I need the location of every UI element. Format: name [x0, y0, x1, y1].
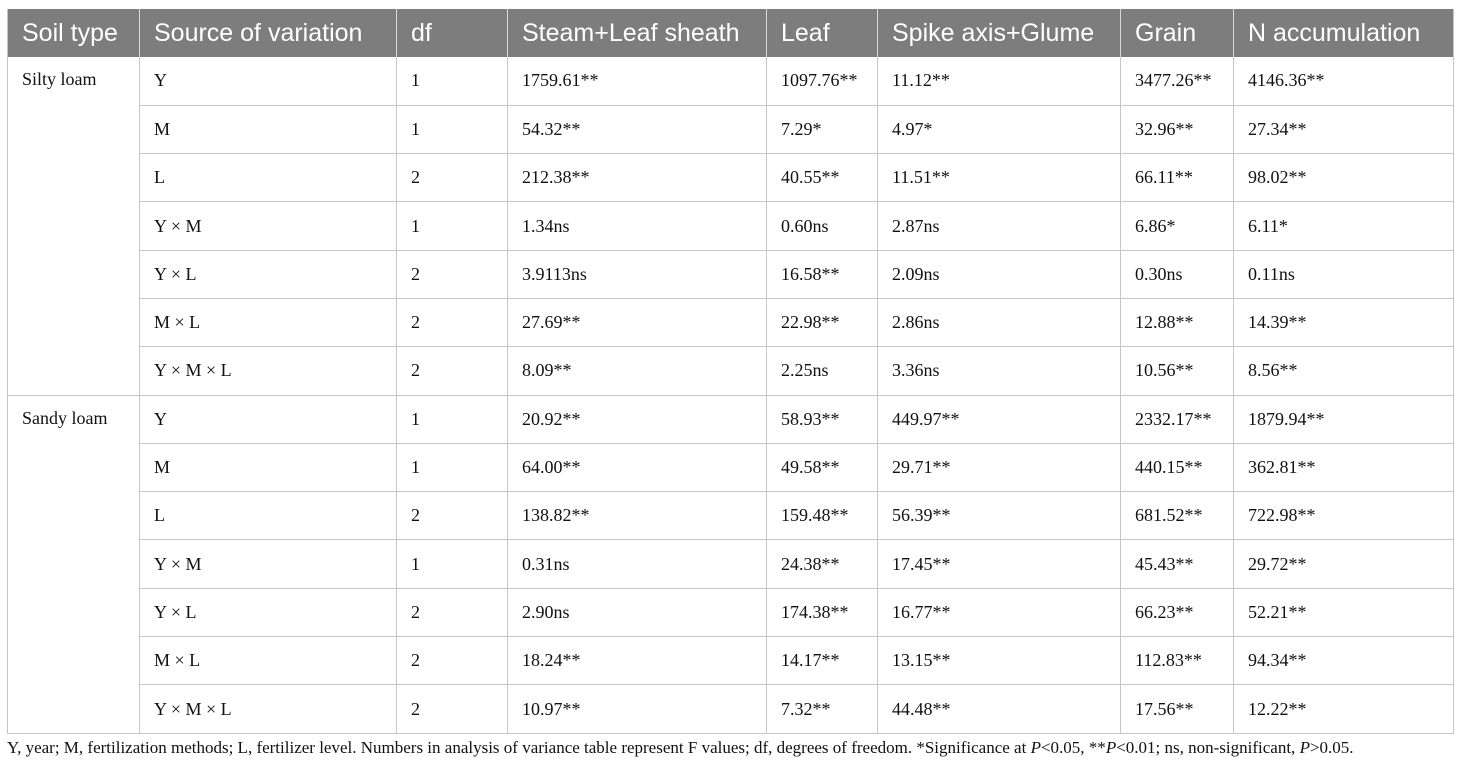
cell-n-accumulation: 4146.36** [1234, 57, 1454, 105]
cell-soil-type: Silty loam [8, 57, 140, 395]
table-row [8, 202, 1454, 250]
cell-steam-leaf-sheath: 20.92** [508, 395, 767, 443]
cell-df: 1 [397, 202, 508, 250]
footnote-p-symbol: P [1105, 738, 1117, 757]
cell-df: 1 [397, 443, 508, 491]
table-row [8, 637, 1454, 685]
cell-df: 2 [397, 492, 508, 540]
table-row [8, 540, 1454, 588]
cell-leaf: 0.60ns [767, 202, 878, 250]
cell-grain: 6.86* [1121, 202, 1234, 250]
cell-n-accumulation: 27.34** [1234, 105, 1454, 153]
cell-n-accumulation: 29.72** [1234, 540, 1454, 588]
footnote-p-symbol: P [1030, 738, 1041, 757]
anova-table [7, 9, 1454, 734]
cell-df: 2 [397, 298, 508, 346]
table-row [8, 443, 1454, 491]
header-source-of-variation: Source of variation [140, 9, 397, 57]
table-row [8, 685, 1454, 733]
cell-df: 1 [397, 57, 508, 105]
cell-leaf: 1097.76** [767, 57, 878, 105]
table-row [8, 492, 1454, 540]
cell-grain: 2332.17** [1121, 395, 1234, 443]
anova-table-container [7, 9, 1453, 734]
cell-source: Y × M × L [140, 347, 397, 395]
cell-n-accumulation: 362.81** [1234, 443, 1454, 491]
cell-source: Y × M × L [140, 685, 397, 733]
cell-spike-axis-glume: 29.71** [878, 443, 1121, 491]
cell-leaf: 22.98** [767, 298, 878, 346]
cell-n-accumulation: 52.21** [1234, 588, 1454, 636]
cell-spike-axis-glume: 2.86ns [878, 298, 1121, 346]
cell-steam-leaf-sheath: 138.82** [508, 492, 767, 540]
cell-leaf: 174.38** [767, 588, 878, 636]
table-row [8, 395, 1454, 443]
cell-source: Y [140, 395, 397, 443]
cell-source: M × L [140, 298, 397, 346]
cell-df: 2 [397, 347, 508, 395]
cell-df: 2 [397, 637, 508, 685]
cell-spike-axis-glume: 449.97** [878, 395, 1121, 443]
cell-source: Y [140, 57, 397, 105]
cell-steam-leaf-sheath: 27.69** [508, 298, 767, 346]
header-df: df [397, 9, 508, 57]
cell-n-accumulation: 98.02** [1234, 154, 1454, 202]
cell-spike-axis-glume: 3.36ns [878, 347, 1121, 395]
cell-spike-axis-glume: 11.12** [878, 57, 1121, 105]
cell-leaf: 7.29* [767, 105, 878, 153]
cell-n-accumulation: 12.22** [1234, 685, 1454, 733]
cell-grain: 32.96** [1121, 105, 1234, 153]
cell-n-accumulation: 0.11ns [1234, 250, 1454, 298]
cell-source: Y × L [140, 588, 397, 636]
cell-grain: 12.88** [1121, 298, 1234, 346]
cell-steam-leaf-sheath: 2.90ns [508, 588, 767, 636]
cell-spike-axis-glume: 44.48** [878, 685, 1121, 733]
cell-steam-leaf-sheath: 18.24** [508, 637, 767, 685]
cell-leaf: 16.58** [767, 250, 878, 298]
cell-leaf: 7.32** [767, 685, 878, 733]
cell-steam-leaf-sheath: 64.00** [508, 443, 767, 491]
cell-grain: 66.11** [1121, 154, 1234, 202]
cell-grain: 3477.26** [1121, 57, 1234, 105]
footnote-text: <0.05, ** [1040, 738, 1106, 757]
cell-n-accumulation: 94.34** [1234, 637, 1454, 685]
table-row [8, 347, 1454, 395]
cell-soil-type: Sandy loam [8, 395, 140, 733]
cell-n-accumulation: 1879.94** [1234, 395, 1454, 443]
table-row [8, 250, 1454, 298]
cell-grain: 681.52** [1121, 492, 1234, 540]
cell-source: L [140, 154, 397, 202]
table-row [8, 154, 1454, 202]
table-row [8, 105, 1454, 153]
cell-spike-axis-glume: 17.45** [878, 540, 1121, 588]
table-row [8, 588, 1454, 636]
cell-spike-axis-glume: 2.87ns [878, 202, 1121, 250]
cell-source: M × L [140, 637, 397, 685]
cell-steam-leaf-sheath: 3.9113ns [508, 250, 767, 298]
footnote-text: <0.01; ns, non-significant, [1116, 738, 1300, 757]
cell-source: M [140, 105, 397, 153]
header-soil-type: Soil type [8, 9, 140, 57]
cell-grain: 10.56** [1121, 347, 1234, 395]
cell-spike-axis-glume: 11.51** [878, 154, 1121, 202]
header-steam-leaf-sheath: Steam+Leaf sheath [508, 9, 767, 57]
cell-steam-leaf-sheath: 10.97** [508, 685, 767, 733]
table-row [8, 57, 1454, 105]
cell-grain: 66.23** [1121, 588, 1234, 636]
cell-steam-leaf-sheath: 8.09** [508, 347, 767, 395]
cell-grain: 17.56** [1121, 685, 1234, 733]
cell-df: 2 [397, 154, 508, 202]
cell-n-accumulation: 6.11* [1234, 202, 1454, 250]
header-grain: Grain [1121, 9, 1234, 57]
cell-steam-leaf-sheath: 1.34ns [508, 202, 767, 250]
cell-source: Y × M [140, 202, 397, 250]
cell-leaf: 24.38** [767, 540, 878, 588]
cell-source: Y × M [140, 540, 397, 588]
cell-grain: 45.43** [1121, 540, 1234, 588]
cell-spike-axis-glume: 13.15** [878, 637, 1121, 685]
cell-n-accumulation: 14.39** [1234, 298, 1454, 346]
cell-steam-leaf-sheath: 1759.61** [508, 57, 767, 105]
header-leaf: Leaf [767, 9, 878, 57]
cell-n-accumulation: 8.56** [1234, 347, 1454, 395]
cell-steam-leaf-sheath: 0.31ns [508, 540, 767, 588]
cell-leaf: 14.17** [767, 637, 878, 685]
cell-source: M [140, 443, 397, 491]
cell-grain: 440.15** [1121, 443, 1234, 491]
cell-df: 2 [397, 588, 508, 636]
table-body [8, 57, 1454, 733]
cell-df: 2 [397, 685, 508, 733]
cell-steam-leaf-sheath: 54.32** [508, 105, 767, 153]
cell-spike-axis-glume: 56.39** [878, 492, 1121, 540]
cell-leaf: 49.58** [767, 443, 878, 491]
cell-df: 1 [397, 395, 508, 443]
cell-spike-axis-glume: 16.77** [878, 588, 1121, 636]
cell-steam-leaf-sheath: 212.38** [508, 154, 767, 202]
cell-leaf: 40.55** [767, 154, 878, 202]
footnote-text: Y, year; M, fertilization methods; L, fertilizer level. Numbers in analysis of variance table represent F values; df, degrees of freedom. *Significance at [7, 738, 1031, 757]
cell-source: Y × L [140, 250, 397, 298]
header-n-accumulation: N accumulation [1248, 18, 1421, 47]
table-header-row [8, 9, 1454, 57]
cell-df: 1 [397, 105, 508, 153]
cell-spike-axis-glume: 4.97* [878, 105, 1121, 153]
cell-spike-axis-glume: 2.09ns [878, 250, 1121, 298]
header-spike-axis-glume: Spike axis+Glume [878, 9, 1121, 57]
cell-leaf: 159.48** [767, 492, 878, 540]
cell-grain: 112.83** [1121, 637, 1234, 685]
cell-df: 2 [397, 250, 508, 298]
cell-source: L [140, 492, 397, 540]
cell-n-accumulation: 722.98** [1234, 492, 1454, 540]
cell-df: 1 [397, 540, 508, 588]
footnote-p-symbol: P [1299, 738, 1310, 757]
table-footnote [7, 738, 1457, 758]
cell-grain: 0.30ns [1121, 250, 1234, 298]
footnote-text: >0.05. [1309, 738, 1354, 757]
table-row [8, 298, 1454, 346]
cell-leaf: 58.93** [767, 395, 878, 443]
cell-leaf: 2.25ns [767, 347, 878, 395]
